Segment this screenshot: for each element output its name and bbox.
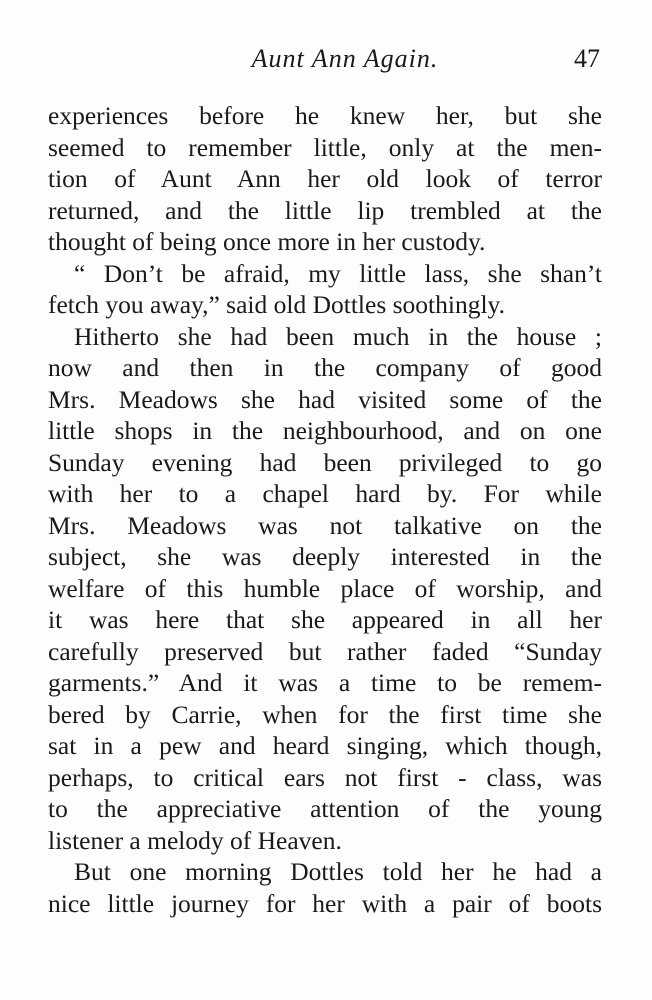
text-line: Mrs. Meadows was not talkative on the	[48, 510, 602, 540]
text-line: tion of Aunt Ann her old look of terror	[48, 164, 602, 193]
text-line: garments.” And it was a time to be remem-	[48, 668, 602, 697]
text-line: Hitherto she had been much in the house ;	[74, 321, 602, 351]
text-line: nice little journey for her with a pair of boots	[48, 888, 602, 918]
page-number: 47	[574, 44, 600, 73]
text-line: Mrs. Meadows she had visited some of the	[48, 384, 602, 414]
text-line: fetch you away,” said old Dottles soothingly.	[48, 290, 506, 319]
text-line: thought of being once more in her custody.	[48, 227, 486, 256]
text-line: little shops in the neighbourhood, and on one	[48, 416, 602, 445]
text-line: “ Don’t be afraid, my little lass, she shan’t	[74, 258, 602, 288]
text-line: subject, she was deeply interested in the	[48, 542, 602, 571]
text-line: experiences before he knew her, but she	[48, 101, 602, 130]
text-line: welfare of this humble place of worship, and	[48, 573, 602, 603]
text-line: to the appreciative attention of the young	[48, 794, 602, 823]
text-line: sat in a pew and heard singing, which though,	[48, 731, 602, 760]
text-line: listener a melody of Heaven.	[48, 825, 342, 855]
text-line: now and then in the company of good	[48, 353, 602, 382]
text-line: carefully preserved but rather faded “Sunday	[48, 636, 602, 666]
text-line: seemed to remember little, only at the men-	[48, 132, 602, 162]
text-line: But one morning Dottles told her he had a	[74, 857, 602, 886]
body-text	[48, 100, 602, 919]
text-line: it was here that she appeared in all her	[48, 605, 602, 634]
running-head	[48, 44, 602, 84]
text-line: with her to a chapel hard by. For while	[48, 479, 602, 508]
text-line: returned, and the little lip trembled at the	[48, 195, 602, 225]
running-title: Aunt Ann Again.	[251, 44, 439, 73]
text-line: Sunday evening had been privileged to go	[48, 447, 602, 477]
text-line: bered by Carrie, when for the first time she	[48, 699, 602, 729]
text-line: perhaps, to critical ears not first - class, was	[48, 762, 602, 792]
